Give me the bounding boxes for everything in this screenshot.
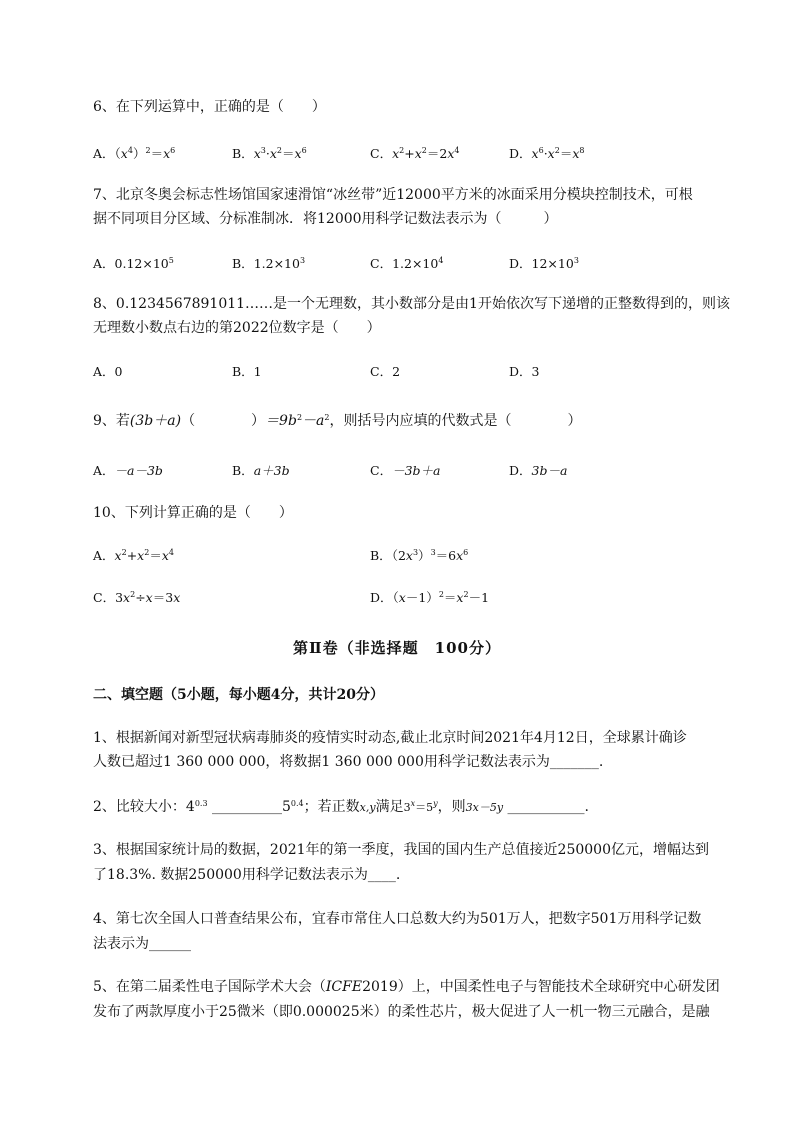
q8-option-b: B．1	[232, 364, 262, 379]
fill-1-line-1: 1、根据新闻对新型冠状病毒肺炎的疫情实时动态,截止北京时间2021年4月12日，全球累计确诊	[93, 730, 687, 746]
fill-4-line-2: 法表示为______	[93, 936, 191, 952]
q10-option-b: B．$(2x^3)^3=6x^6$	[370, 548, 469, 563]
fill-5-line-1: 5、在第二届柔性电子国际学术大会（ICFE2019）上，中国柔性电子与智能技术全球研究中心研发团	[93, 979, 720, 995]
question-7-line-1: 7、北京冬奥会标志性场馆国家速滑馆“冰丝带”近12000平方米的冰面采用分模块控制技术，可根	[93, 187, 693, 203]
q9-option-d: D．3b－a	[509, 463, 568, 478]
fill-2: 2、比较大小：$4^{0.3}$ $\_\_\_\_\_\_\_\_\_\_5^{0.4}$；若正数x,y满足$3^x=5^y$，则3x－5y ___________.	[93, 799, 589, 815]
q9-option-a: A．－a－3b	[93, 463, 163, 478]
q7-option-a: A．$0.12\times 10^5$	[93, 256, 174, 271]
q8-option-d: D．3	[509, 364, 540, 379]
q10-option-d: D．$(x-1)^2=x^2-1$	[370, 590, 490, 605]
question-7-line-2: 据不同项目分区域、分标准制冰．将12000用科学记数法表示为（ ）	[93, 211, 558, 227]
q8-option-c: C．2	[370, 364, 401, 379]
question-9-stem: 9、若(3b＋a)（ ）$=9b^2-a^2$，则括号内应填的代数式是（ ）	[93, 413, 582, 429]
q8-option-a: A．0	[93, 364, 123, 379]
q7-option-c: C．$1.2\times 10^4$	[370, 256, 444, 271]
fill-5-line-2: 发布了两款厚度小于25微米（即0.000025米）的柔性芯片，极大促进了人一机一物三元融合，是融	[93, 1004, 710, 1020]
fill-3-line-2: 了18.3%. 数据250000用科学记数法表示为____.	[93, 867, 401, 883]
q9-option-b: B．a＋3b	[232, 463, 290, 478]
q10-option-a: A．$x^2+x^2=x^4$	[93, 548, 174, 563]
question-10-stem: 10、下列计算正确的是（ ）	[93, 505, 293, 521]
q6-option-d: D．$x^6\cdot x^2=x^8$	[509, 146, 585, 161]
q6-option-b: B．$x^3\cdot x^2=x^6$	[232, 146, 307, 161]
q6-option-a: A．$(x^4)^2=x^6$	[93, 146, 176, 161]
q6-option-c: C．$x^2+x^2=2x^4$	[370, 146, 460, 161]
q7-option-d: D．$12\times 10^3$	[509, 256, 579, 271]
fill-3-line-1: 3、根据国家统计局的数据，2021年的第一季度，我国的国内生产总值接近250000亿元，增幅达到	[93, 842, 709, 858]
question-8-line-1: 8、0.1234567891011……是一个无理数，其小数部分是由1开始依次写下递增的正整数得到的，则该	[93, 296, 730, 312]
fill-4-line-1: 4、第七次全国人口普查结果公布，宜春市常住人口总数大约为501万人，把数字501万用科学记数	[93, 911, 702, 927]
fill-1-line-2: 人数已超过1 360 000 000，将数据1 360 000 000用科学记数法表示为_______.	[93, 754, 604, 770]
question-8-line-2: 无理数小数点右边的第2022位数字是（ ）	[93, 320, 381, 336]
part-2-title: 第Ⅱ卷（非选择题 100分）	[293, 639, 501, 657]
section-2-heading: 二、填空题（5小题，每小题4分，共计20分）	[93, 687, 384, 703]
q10-option-c: C．$3x^2\div x=3x$	[93, 590, 181, 605]
q7-option-b: B．$1.2\times 10^3$	[232, 256, 306, 271]
question-6-stem: 6、在下列运算中，正确的是（ ）	[93, 99, 326, 115]
q9-option-c: C．－3b＋a	[370, 463, 441, 478]
